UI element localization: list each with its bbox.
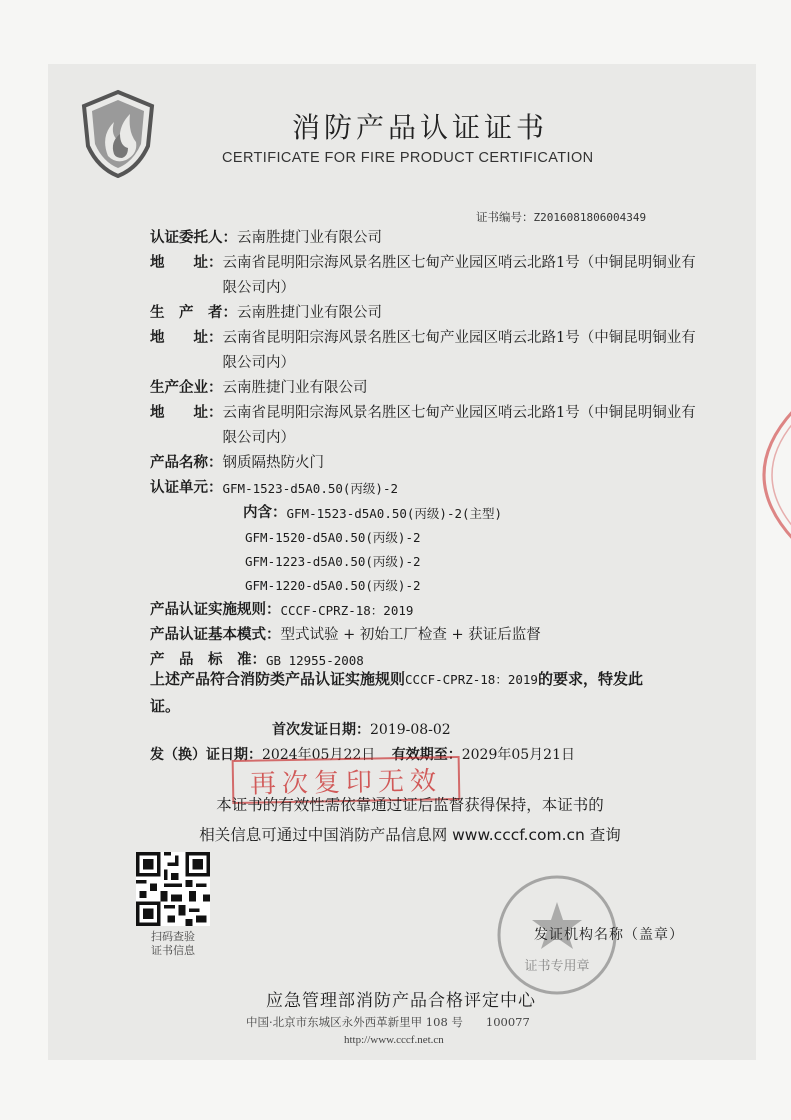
standard-value: GB 12955-2008 [266,653,364,668]
producer-label: 生 产 者： [150,305,237,321]
enterprise-address-row [150,401,710,451]
certificate-title-cn: 消防产品认证证书 [292,111,549,144]
rules-row [150,598,710,623]
product-name-label: 产品名称： [150,455,223,471]
issue-label: 发（换）证日期： [150,747,262,763]
valid-value: 2029年05月21日 [461,747,575,763]
producer-address-row [150,326,710,376]
issuer-label: 发证机构名称（盖章） [534,927,684,943]
fire-certification-logo [78,86,158,178]
producer-address-value: 云南省昆明阳宗海风景名胜区七甸产业园区哨云北路1号（中铜昆明铜业有限公司内） [222,330,696,371]
seal-text: 证书专用章 [524,959,590,974]
first-issue-date [272,719,451,739]
notice-line-1: 本证书的有效性需依靠通过证后监督获得保持，本证书的 [216,796,604,814]
standard-label: 产 品 标 准： [150,652,266,668]
qr-caption [128,930,218,958]
producer-address-label: 地 址： [150,330,223,346]
partial-red-seal-icon [754,400,791,550]
contents-item: GFM-1223-d5A0.50(丙级)-2 [245,554,421,569]
client-label: 认证委托人： [150,230,237,246]
mode-row [150,623,710,648]
contents-row [150,501,710,526]
unit-value: GFM-1523-d5A0.50(丙级)-2 [222,481,399,496]
conclusion-pre: 上述产品符合消防类产品认证实施规则 [150,670,406,688]
product-name-value: 钢质隔热防火门 [222,455,324,471]
first-issue-label: 首次发证日期： [272,722,370,738]
unit-label: 认证单元： [150,480,223,496]
mode-value: 型式试验 + 初始工厂检查 + 获证后监督 [280,627,541,643]
enterprise-label: 生产企业： [150,380,223,396]
rules-value: CCCF-CPRZ-18：2019 [280,603,414,618]
contents-item: GFM-1520-d5A0.50(丙级)-2 [245,530,421,545]
enterprise-value: 云南胜捷门业有限公司 [222,380,368,396]
conclusion-post: 的要求，特发此证。 [150,670,643,715]
client-row [150,226,710,251]
client-address-value: 云南省昆明阳宗海风景名胜区七甸产业园区哨云北路1号（中铜昆明铜业有限公司内） [222,255,696,296]
client-address-row [150,251,710,301]
issue-value: 2024年05月22日 [262,747,376,763]
cert-no-value: Z2016081806004349 [533,211,647,224]
enterprise-row [150,376,710,401]
qr-caption-line: 扫码查验 [151,930,195,943]
conclusion-rule: CCCF-CPRZ-18：2019 [405,672,538,687]
qr-code-icon [136,852,210,926]
footer-address: 中国·北京市东城区永外西革新里甲 108 号 100077 [246,1015,530,1029]
unit-row [150,476,710,501]
validity-notice [170,790,650,850]
qr-caption-line: 证书信息 [151,944,195,957]
footer-url: http://www.cccf.net.cn [344,1034,444,1046]
certificate-number [476,209,646,225]
enterprise-address-value: 云南省昆明阳宗海风景名胜区七甸产业园区哨云北路1号（中铜昆明铜业有限公司内） [222,405,696,446]
first-issue-value: 2019-08-02 [370,722,451,738]
certification-center-name: 应急管理部消防产品合格评定中心 [266,991,536,1011]
certificate-title-en: CERTIFICATE FOR FIRE PRODUCT CERTIFICATION [222,150,594,166]
mode-label: 产品认证基本模式： [150,627,281,643]
producer-value: 云南胜捷门业有限公司 [237,305,382,321]
enterprise-address-label: 地 址： [150,405,223,421]
contents-list [150,526,710,598]
certificate-fields [150,226,710,673]
copy-void-stamp: 再次复印无效 [232,756,461,804]
rules-label: 产品认证实施规则： [150,602,281,618]
cert-no-label: 证书编号： [476,210,534,224]
address-label: 地 址： [150,255,223,271]
client-value: 云南胜捷门业有限公司 [237,230,382,246]
product-name-row [150,451,710,476]
producer-row [150,301,710,326]
conclusion-statement [150,666,670,719]
contents-label: 内含： [243,505,287,521]
valid-label: 有效期至： [391,747,462,763]
contents-item: GFM-1523-d5A0.50(丙级)-2(主型) [286,506,503,521]
contents-item: GFM-1220-d5A0.50(丙级)-2 [245,578,421,593]
notice-line-2: 相关信息可通过中国消防产品信息网 www.cccf.com.cn 查询 [199,826,621,844]
